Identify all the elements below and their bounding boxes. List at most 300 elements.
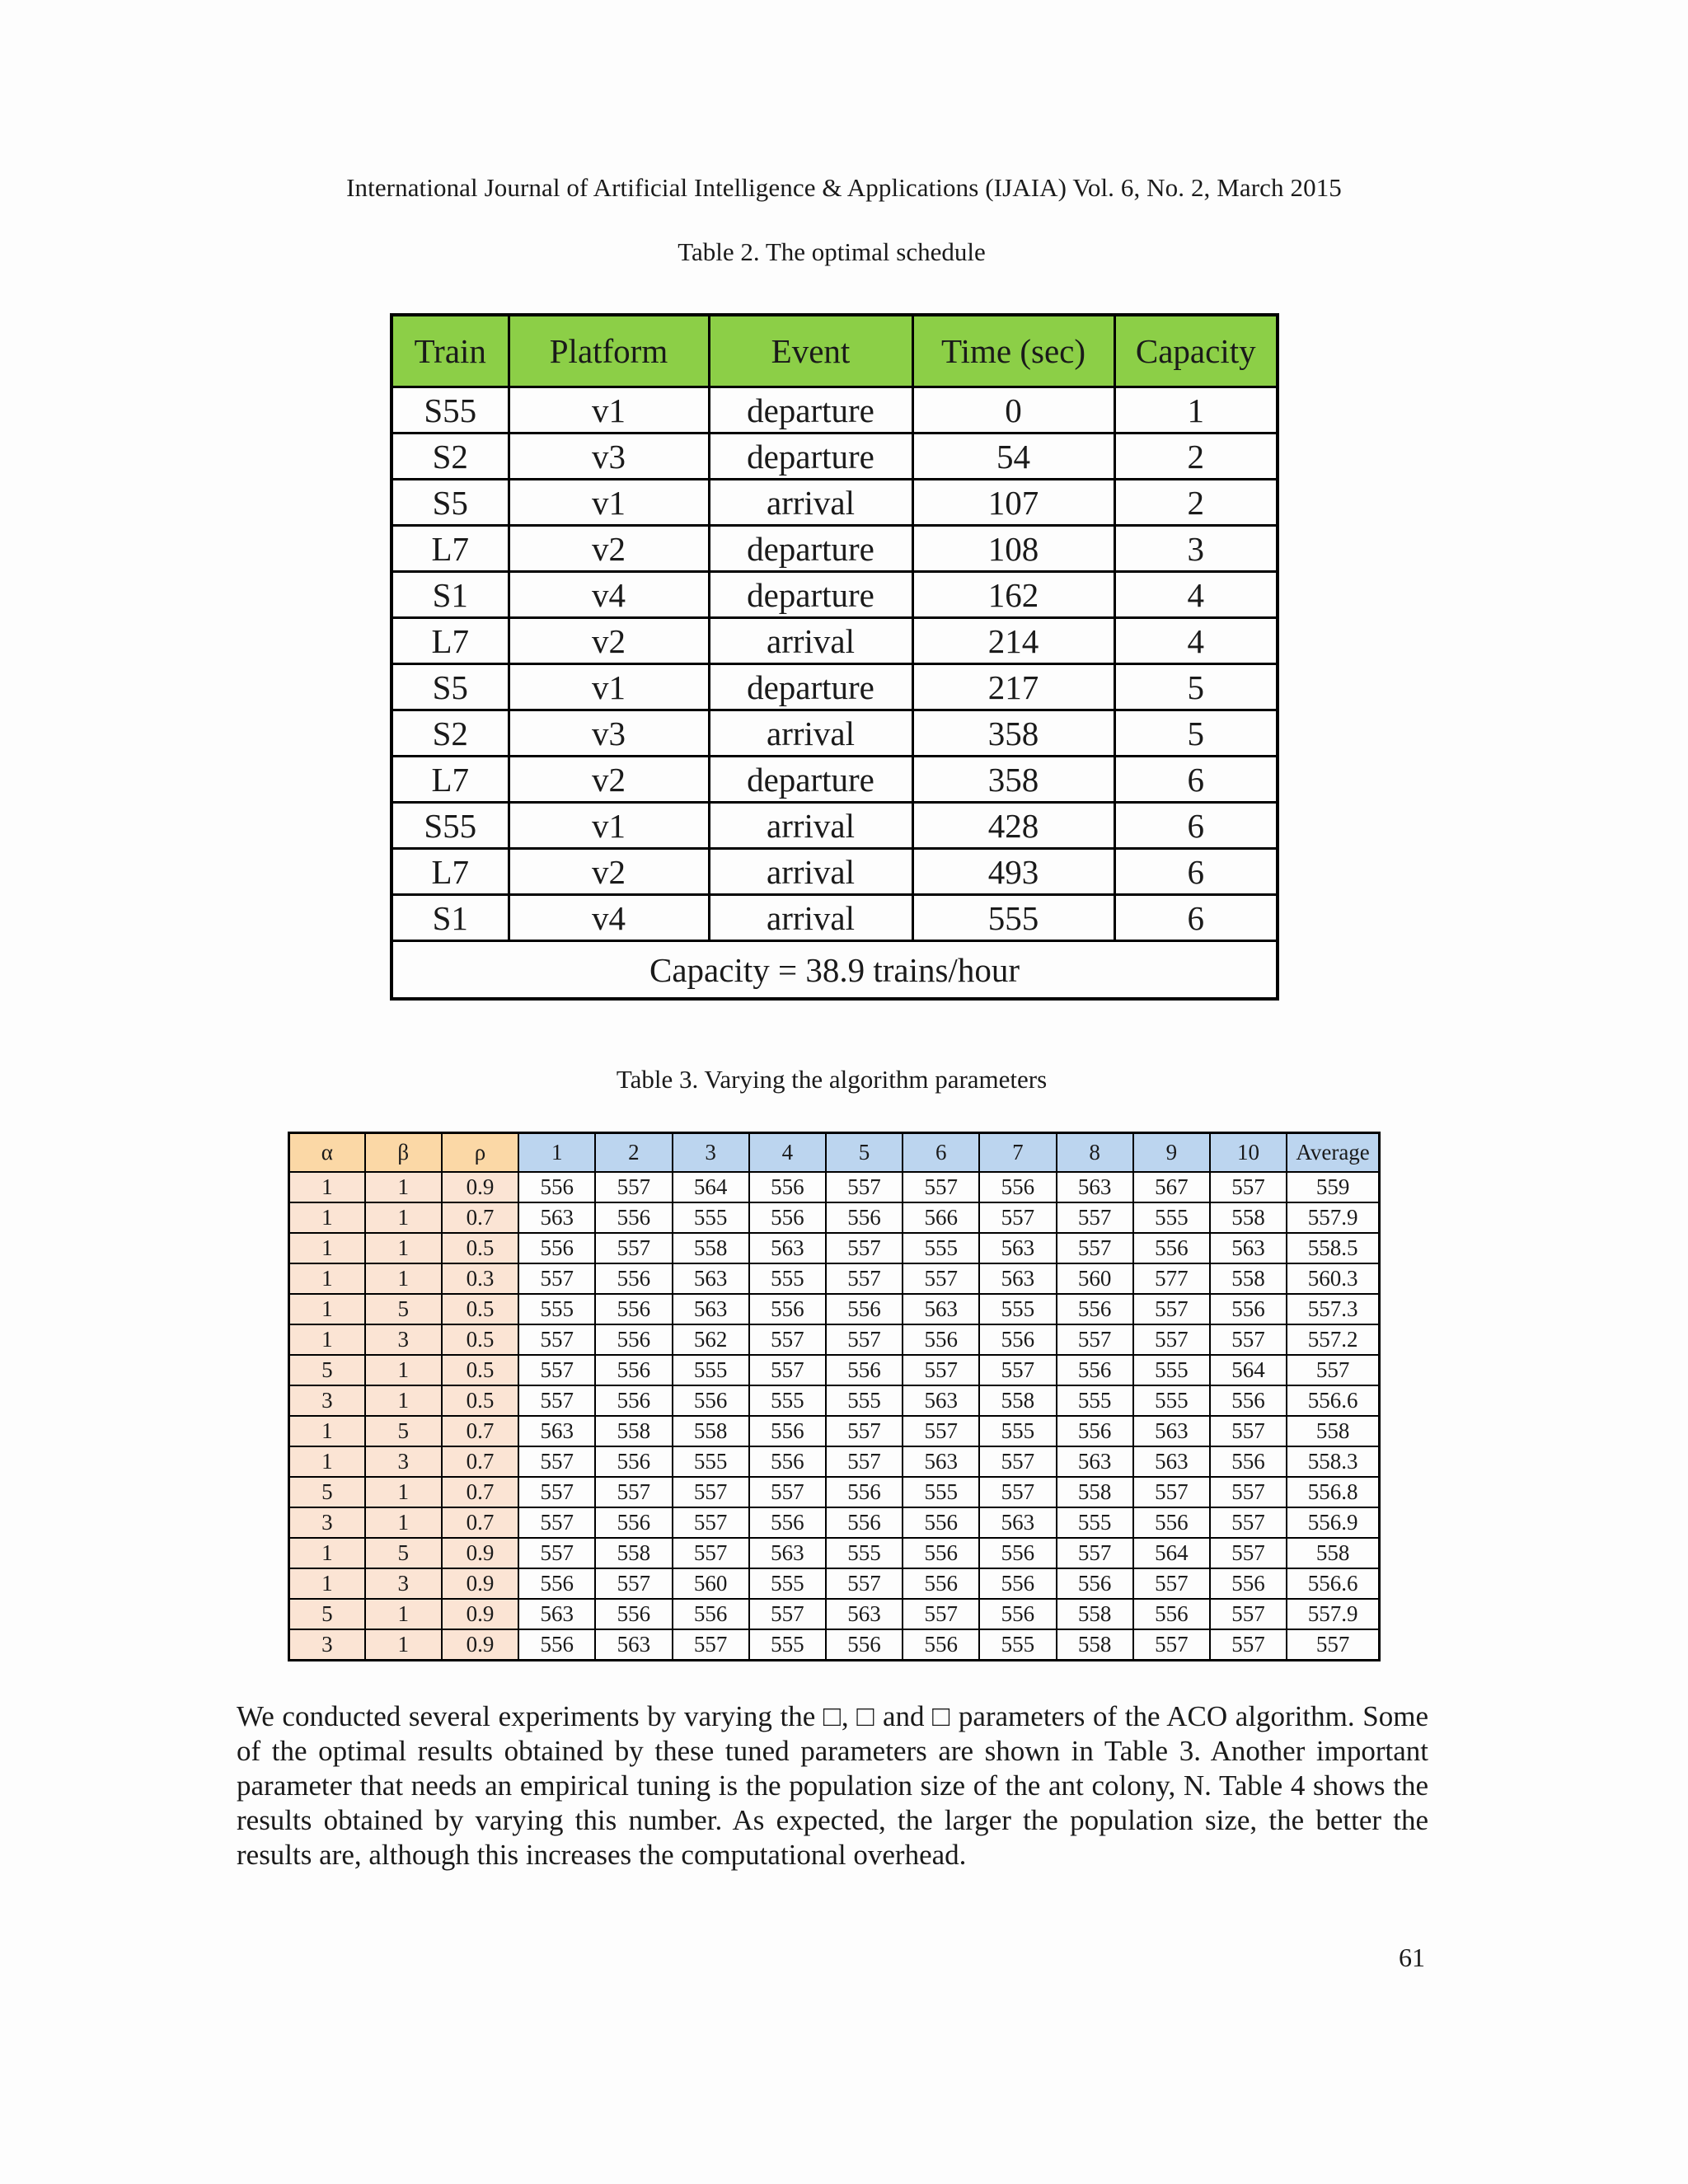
table-cell: 563: [826, 1599, 903, 1629]
table-cell: arrival: [709, 803, 912, 849]
table3-column-header: ρ: [442, 1133, 518, 1173]
table-cell: departure: [709, 572, 912, 618]
table-cell: 556: [673, 1385, 749, 1416]
table-row: [392, 664, 1278, 710]
table-cell: S5: [392, 480, 509, 526]
table-cell: 563: [1210, 1233, 1287, 1263]
table-cell: 558: [1057, 1629, 1133, 1661]
table-cell: 556: [826, 1294, 903, 1324]
table-cell: 557: [826, 1416, 903, 1446]
table-cell: 556: [518, 1172, 595, 1202]
table-cell: 4: [1114, 572, 1278, 618]
table-cell: 557: [673, 1477, 749, 1507]
table-cell: 563: [518, 1599, 595, 1629]
table-cell: 1: [289, 1263, 365, 1294]
table-cell: 1: [365, 1599, 442, 1629]
table-cell: 555: [979, 1629, 1056, 1661]
table-cell: 556: [1210, 1446, 1287, 1477]
table-cell: 555: [673, 1202, 749, 1233]
table-cell: 555: [903, 1477, 979, 1507]
table-cell: 564: [673, 1172, 749, 1202]
table-cell: 0.7: [442, 1477, 518, 1507]
table-cell: 0.7: [442, 1446, 518, 1477]
table-cell: 556: [1210, 1385, 1287, 1416]
table-cell: 556: [749, 1294, 826, 1324]
parameter-variation-table: [288, 1132, 1381, 1661]
table-cell: 556: [749, 1446, 826, 1477]
table3-caption: Table 3. Varying the algorithm parameters: [616, 1065, 1048, 1094]
table-cell: 556: [979, 1324, 1056, 1355]
table-cell: 2: [1114, 434, 1278, 480]
table-cell: 563: [595, 1629, 672, 1661]
table-row: [392, 526, 1278, 572]
table-cell: v1: [509, 664, 709, 710]
table-cell: 1: [289, 1324, 365, 1355]
table-cell: 3: [289, 1385, 365, 1416]
table-cell: 556: [595, 1599, 672, 1629]
table-cell: 557: [518, 1324, 595, 1355]
table-row: [289, 1446, 1380, 1477]
table-cell: 557: [1133, 1477, 1210, 1507]
table-cell: 555: [749, 1568, 826, 1599]
table-cell: 108: [912, 526, 1114, 572]
body-paragraph: We conducted several experiments by varying the □, □ and □ parameters of the ACO algorithm. Some of the optimal results obtained by these tuned parameters are shown in Table 3. Another important parameter that needs an empirical tuning is the population size of the ant colony, N. Table 4 shows the results obtained by varying this number. As expected, the larger the population size, the better the results are, although this increases the computational overhead.: [237, 1700, 1428, 1871]
table-cell: 557: [826, 1233, 903, 1263]
table-cell: 3: [365, 1446, 442, 1477]
table-cell: 556: [1133, 1599, 1210, 1629]
table-cell: 1: [365, 1202, 442, 1233]
table-row: [289, 1172, 1380, 1202]
table-cell: 563: [1133, 1416, 1210, 1446]
table-cell: 557: [1210, 1324, 1287, 1355]
table-cell: 556.8: [1287, 1477, 1379, 1507]
table-cell: 556: [826, 1477, 903, 1507]
table3-column-header: β: [365, 1133, 442, 1173]
table-cell: 558: [979, 1385, 1056, 1416]
table-cell: departure: [709, 434, 912, 480]
table-cell: 6: [1114, 849, 1278, 895]
table3-column-header: Average: [1287, 1133, 1379, 1173]
table-cell: 556: [826, 1355, 903, 1385]
table-cell: 557: [518, 1477, 595, 1507]
table-cell: 557: [518, 1385, 595, 1416]
table-cell: 3: [289, 1629, 365, 1661]
table-cell: 563: [1133, 1446, 1210, 1477]
table-cell: 555: [826, 1385, 903, 1416]
table-cell: 5: [365, 1294, 442, 1324]
table-cell: 556: [1057, 1294, 1133, 1324]
table-cell: 556: [595, 1294, 672, 1324]
table-cell: 558: [595, 1538, 672, 1568]
table-cell: 558: [1210, 1263, 1287, 1294]
table-cell: 5: [289, 1599, 365, 1629]
table-cell: departure: [709, 526, 912, 572]
table-row: [289, 1202, 1380, 1233]
table-cell: 557: [979, 1355, 1056, 1385]
table-cell: 558: [1210, 1202, 1287, 1233]
table-cell: 555: [673, 1355, 749, 1385]
table-cell: 557: [1210, 1477, 1287, 1507]
table-cell: S2: [392, 434, 509, 480]
table-cell: 557: [826, 1324, 903, 1355]
optimal-schedule-table: [390, 313, 1279, 1001]
table-cell: 557: [979, 1446, 1056, 1477]
table-cell: 556: [595, 1202, 672, 1233]
table3-column-header: 2: [595, 1133, 672, 1173]
table-cell: 556: [1133, 1233, 1210, 1263]
table-cell: 557: [673, 1538, 749, 1568]
table-cell: 1: [289, 1202, 365, 1233]
table-cell: 557: [826, 1263, 903, 1294]
table-cell: 0.9: [442, 1599, 518, 1629]
table-cell: v1: [509, 803, 709, 849]
table-cell: 428: [912, 803, 1114, 849]
table-cell: 557: [1133, 1568, 1210, 1599]
table-cell: 558: [1057, 1477, 1133, 1507]
table-cell: arrival: [709, 710, 912, 757]
table2-footer-row: [392, 941, 1278, 1000]
table-cell: 557: [1287, 1629, 1379, 1661]
table-row: [392, 480, 1278, 526]
table-cell: 557: [979, 1477, 1056, 1507]
table-cell: 556: [979, 1538, 1056, 1568]
table-row: [289, 1233, 1380, 1263]
table-cell: arrival: [709, 895, 912, 941]
table-cell: 567: [1133, 1172, 1210, 1202]
table-cell: 3: [365, 1324, 442, 1355]
table3-column-header: 10: [1210, 1133, 1287, 1173]
table-cell: 562: [673, 1324, 749, 1355]
table-cell: 556: [518, 1568, 595, 1599]
table-cell: S1: [392, 895, 509, 941]
table-row: [289, 1263, 1380, 1294]
table3-column-header: α: [289, 1133, 365, 1173]
table-row: [289, 1599, 1380, 1629]
table-cell: v2: [509, 618, 709, 664]
table-cell: 563: [749, 1233, 826, 1263]
table-cell: 555: [749, 1629, 826, 1661]
table-cell: 0.7: [442, 1507, 518, 1538]
table-cell: 555: [673, 1446, 749, 1477]
table-cell: 555: [979, 1294, 1056, 1324]
table-cell: 0.5: [442, 1324, 518, 1355]
table-cell: L7: [392, 618, 509, 664]
table-cell: 556: [749, 1202, 826, 1233]
table-cell: 555: [749, 1385, 826, 1416]
table-cell: 557.9: [1287, 1202, 1379, 1233]
table-cell: 6: [1114, 757, 1278, 803]
table-row: [289, 1324, 1380, 1355]
table-cell: 555: [1057, 1385, 1133, 1416]
table-cell: 1: [365, 1477, 442, 1507]
table-cell: 556.6: [1287, 1385, 1379, 1416]
table-row: [289, 1538, 1380, 1568]
table-cell: 556.9: [1287, 1507, 1379, 1538]
table3-column-header: 6: [903, 1133, 979, 1173]
table-cell: 555: [749, 1263, 826, 1294]
table-cell: 557: [595, 1568, 672, 1599]
table-cell: 556: [595, 1324, 672, 1355]
table-row: [392, 618, 1278, 664]
table-cell: 557: [903, 1355, 979, 1385]
table-cell: 556: [903, 1568, 979, 1599]
table3-header-row: [289, 1133, 1380, 1173]
table2-column-header: Event: [709, 315, 912, 387]
table-cell: 557: [1287, 1355, 1379, 1385]
table-cell: 557: [826, 1568, 903, 1599]
table-cell: 557: [595, 1233, 672, 1263]
table-cell: 5: [365, 1416, 442, 1446]
table-cell: departure: [709, 664, 912, 710]
table-cell: 358: [912, 757, 1114, 803]
table-cell: 556: [595, 1507, 672, 1538]
table-cell: 493: [912, 849, 1114, 895]
table-cell: S5: [392, 664, 509, 710]
table-cell: 556.6: [1287, 1568, 1379, 1599]
table-row: [392, 757, 1278, 803]
capacity-summary: Capacity = 38.9 trains/hour: [392, 941, 1278, 1000]
table3-column-header: 4: [749, 1133, 826, 1173]
table-row: [289, 1507, 1380, 1538]
table-cell: L7: [392, 849, 509, 895]
table-cell: 557.9: [1287, 1599, 1379, 1629]
table-cell: 563: [903, 1385, 979, 1416]
table-row: [392, 803, 1278, 849]
table-cell: 557.3: [1287, 1294, 1379, 1324]
table-cell: 563: [673, 1294, 749, 1324]
table-cell: v4: [509, 895, 709, 941]
table-cell: 556: [1210, 1294, 1287, 1324]
table-cell: 563: [1057, 1172, 1133, 1202]
table-cell: 556: [749, 1507, 826, 1538]
table-cell: 1: [289, 1568, 365, 1599]
table-cell: v2: [509, 526, 709, 572]
table-cell: 556: [1210, 1568, 1287, 1599]
table2-header-row: [392, 315, 1278, 387]
table-cell: 557: [1133, 1294, 1210, 1324]
table-cell: 556: [1057, 1416, 1133, 1446]
table-cell: 563: [749, 1538, 826, 1568]
table-cell: 6: [1114, 803, 1278, 849]
table-cell: 0: [912, 387, 1114, 434]
table3-column-header: 1: [518, 1133, 595, 1173]
table-cell: 557: [1210, 1507, 1287, 1538]
table-cell: 557: [518, 1538, 595, 1568]
table-cell: 557: [826, 1446, 903, 1477]
table-cell: 555: [903, 1233, 979, 1263]
table-cell: 5: [289, 1355, 365, 1385]
table3-column-header: 3: [673, 1133, 749, 1173]
table-cell: 557: [518, 1355, 595, 1385]
table-cell: 558: [1057, 1599, 1133, 1629]
table-cell: 563: [979, 1233, 1056, 1263]
table-cell: 563: [903, 1294, 979, 1324]
table-cell: 557: [903, 1263, 979, 1294]
table-cell: 557: [1133, 1324, 1210, 1355]
table-cell: 555: [912, 895, 1114, 941]
table2-column-header: Time (sec): [912, 315, 1114, 387]
table-cell: 563: [518, 1416, 595, 1446]
table-cell: 557: [1210, 1599, 1287, 1629]
table-cell: 556: [903, 1324, 979, 1355]
table-cell: 162: [912, 572, 1114, 618]
table-cell: 559: [1287, 1172, 1379, 1202]
table-cell: 557: [1057, 1324, 1133, 1355]
table-cell: 1: [1114, 387, 1278, 434]
table-cell: 556: [903, 1507, 979, 1538]
table-cell: 214: [912, 618, 1114, 664]
table-cell: 0.7: [442, 1202, 518, 1233]
table-cell: 1: [289, 1446, 365, 1477]
table-cell: 6: [1114, 895, 1278, 941]
table-cell: v2: [509, 849, 709, 895]
table-cell: 1: [289, 1233, 365, 1263]
table-cell: 557: [903, 1416, 979, 1446]
table-cell: 557: [1210, 1416, 1287, 1446]
table-cell: 577: [1133, 1263, 1210, 1294]
table-cell: 0.9: [442, 1629, 518, 1661]
table-row: [392, 895, 1278, 941]
table-row: [289, 1568, 1380, 1599]
table-cell: 564: [1133, 1538, 1210, 1568]
table3-column-header: 5: [826, 1133, 903, 1173]
table-cell: 563: [979, 1263, 1056, 1294]
table-cell: 3: [365, 1568, 442, 1599]
table-cell: 555: [826, 1538, 903, 1568]
table-cell: 107: [912, 480, 1114, 526]
table-cell: departure: [709, 757, 912, 803]
table3-column-header: 7: [979, 1133, 1056, 1173]
table-cell: L7: [392, 526, 509, 572]
table-cell: S55: [392, 387, 509, 434]
table-cell: 560: [1057, 1263, 1133, 1294]
table-cell: 556: [979, 1568, 1056, 1599]
table-cell: arrival: [709, 849, 912, 895]
table-cell: 217: [912, 664, 1114, 710]
table-cell: 563: [903, 1446, 979, 1477]
table-cell: 1: [289, 1538, 365, 1568]
table-cell: 557: [1210, 1538, 1287, 1568]
table-cell: 1: [365, 1507, 442, 1538]
table-cell: 558: [595, 1416, 672, 1446]
table-cell: 5: [1114, 664, 1278, 710]
table-cell: 0.7: [442, 1416, 518, 1446]
table-cell: 557: [518, 1507, 595, 1538]
table-cell: 556: [749, 1416, 826, 1446]
table-cell: arrival: [709, 480, 912, 526]
table-cell: 557: [749, 1355, 826, 1385]
table-cell: 556: [903, 1629, 979, 1661]
table-cell: 4: [1114, 618, 1278, 664]
table-cell: 556: [595, 1263, 672, 1294]
table-cell: 560: [673, 1568, 749, 1599]
table-cell: 556: [595, 1385, 672, 1416]
table-cell: v2: [509, 757, 709, 803]
table-cell: 557: [1210, 1172, 1287, 1202]
table3-column-header: 9: [1133, 1133, 1210, 1173]
table-cell: 0.5: [442, 1294, 518, 1324]
table-cell: 557: [903, 1599, 979, 1629]
table-cell: 1: [289, 1294, 365, 1324]
table-cell: 2: [1114, 480, 1278, 526]
table-cell: arrival: [709, 618, 912, 664]
table-cell: 54: [912, 434, 1114, 480]
running-header: International Journal of Artificial Intelligence & Applications (IJAIA) Vol. 6, No. 2, March 2015: [346, 173, 1342, 202]
table-cell: 564: [1210, 1355, 1287, 1385]
table-cell: 556: [673, 1599, 749, 1629]
table-cell: 557: [518, 1446, 595, 1477]
table-cell: 0.3: [442, 1263, 518, 1294]
table-cell: 555: [1057, 1507, 1133, 1538]
table-cell: 557: [1133, 1629, 1210, 1661]
table-cell: 558.5: [1287, 1233, 1379, 1263]
table-row: [392, 710, 1278, 757]
table-row: [289, 1477, 1380, 1507]
table-row: [289, 1355, 1380, 1385]
table-cell: v4: [509, 572, 709, 618]
table-cell: 5: [1114, 710, 1278, 757]
table-cell: 560.3: [1287, 1263, 1379, 1294]
table-cell: 557: [1057, 1233, 1133, 1263]
table-cell: 563: [518, 1202, 595, 1233]
table-cell: 556: [826, 1202, 903, 1233]
table-cell: v3: [509, 710, 709, 757]
table-cell: 5: [365, 1538, 442, 1568]
table-cell: departure: [709, 387, 912, 434]
table-cell: 555: [1133, 1202, 1210, 1233]
table-cell: 555: [979, 1416, 1056, 1446]
table-cell: 556: [595, 1446, 672, 1477]
table-row: [392, 434, 1278, 480]
table-cell: 556: [1133, 1507, 1210, 1538]
page-number: 61: [1399, 1943, 1425, 1972]
table-cell: 557: [979, 1202, 1056, 1233]
table-cell: 556: [979, 1599, 1056, 1629]
table-cell: 358: [912, 710, 1114, 757]
table-cell: v3: [509, 434, 709, 480]
table-cell: L7: [392, 757, 509, 803]
table-row: [392, 387, 1278, 434]
table-cell: 557: [749, 1477, 826, 1507]
table-cell: 557: [595, 1172, 672, 1202]
table-cell: 566: [903, 1202, 979, 1233]
table-cell: 1: [365, 1233, 442, 1263]
table-row: [289, 1385, 1380, 1416]
table-cell: v1: [509, 480, 709, 526]
table-cell: 556: [595, 1355, 672, 1385]
table-cell: 558: [673, 1233, 749, 1263]
table-cell: 556: [518, 1629, 595, 1661]
table-cell: 1: [365, 1355, 442, 1385]
table-cell: 557: [518, 1263, 595, 1294]
table-cell: 557: [1057, 1202, 1133, 1233]
table-row: [289, 1294, 1380, 1324]
table-cell: 557: [826, 1172, 903, 1202]
table-cell: 1: [365, 1263, 442, 1294]
table3-column-header: 8: [1057, 1133, 1133, 1173]
table-cell: 556: [826, 1507, 903, 1538]
table-cell: 563: [979, 1507, 1056, 1538]
table-cell: 555: [1133, 1355, 1210, 1385]
table-cell: 558.3: [1287, 1446, 1379, 1477]
table2-caption: Table 2. The optimal schedule: [678, 237, 986, 266]
table-cell: 557: [903, 1172, 979, 1202]
table2-column-header: Capacity: [1114, 315, 1278, 387]
table-cell: 555: [1133, 1385, 1210, 1416]
table-row: [392, 849, 1278, 895]
table-cell: 556: [979, 1172, 1056, 1202]
table-cell: S2: [392, 710, 509, 757]
